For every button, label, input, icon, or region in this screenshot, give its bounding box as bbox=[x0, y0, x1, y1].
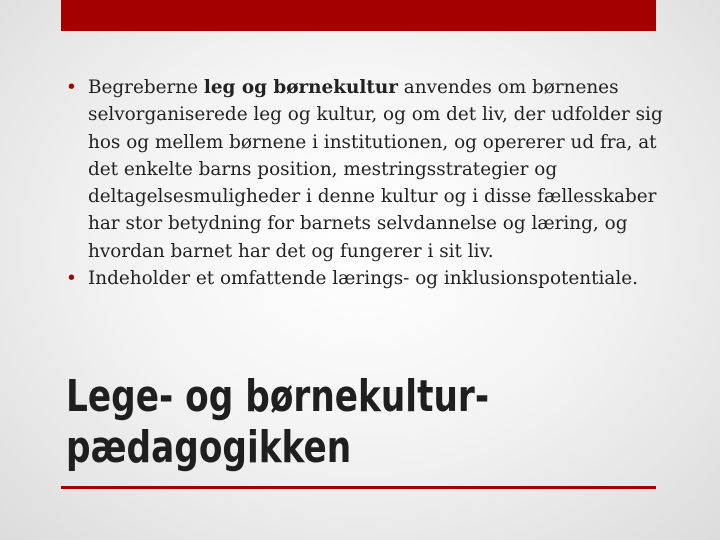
bullet-item-1 bbox=[66, 74, 666, 265]
bullet-2-text: Indeholder et omfattende lærings- og inklusionspotentiale. bbox=[88, 268, 638, 290]
slide-title-line-1: Lege- og børnekultur- bbox=[66, 371, 490, 422]
slide-title-line-2: pædagogikken bbox=[66, 422, 352, 473]
bullet-dot-icon: • bbox=[66, 77, 77, 98]
top-accent-bar bbox=[61, 0, 656, 31]
bullet-1-suffix: anvendes om børnenes selvorganiserede leg og kultur, og om det liv, der udfolder sig hos og mellem børnene i institutionen, og opererer ud fra, at det enkelte barns position, mestringsstrategier og deltagelsesmuligheder i denne kultur og i disse fællesskaber har stor betydning for barnets selvdannelse og læring, og hvordan barnet har det og fungerer i sit liv. bbox=[88, 77, 663, 262]
bullet-list bbox=[66, 74, 666, 292]
bullet-dot-icon: • bbox=[66, 268, 77, 290]
bullet-1-bold-term: leg og børnekultur bbox=[203, 77, 398, 98]
bullet-item-2 bbox=[66, 265, 666, 292]
bullet-1-prefix: Begreberne bbox=[88, 77, 204, 98]
title-underline-rule bbox=[61, 486, 656, 489]
slide-title bbox=[66, 371, 534, 473]
